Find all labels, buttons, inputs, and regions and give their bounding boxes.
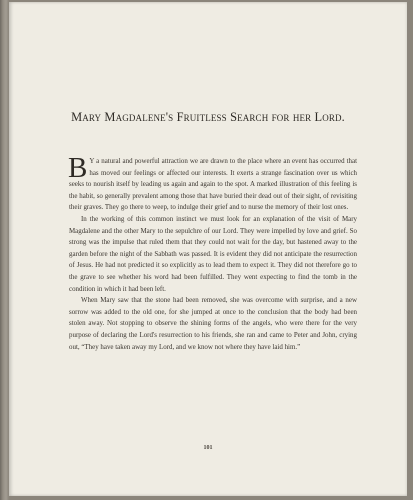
paragraph-1 bbox=[68, 152, 357, 214]
drop-cap: B bbox=[68, 152, 88, 184]
paragraph-1-text: Y a natural and powerful attraction we are drawn to the place where an event has occurred that has moved our feelings or affected our interests. It exerts a strange fascination over us which seeks to nourish itself by leading us again and again to the spot. A marked illustration of this feeling is the habit, so generally prevalent among those that have buried their dead out of their sight, of revisiting their graves. They go there to weep, to indulge their grief and to nurse the memory of their lost ones. bbox=[69, 157, 357, 212]
paragraph-3: When Mary saw that the stone had been removed, she was overcome with surprise, and a new sorrow was added to the old one, for she jumped at once to the conclusion that the body had been stolen away. Not stopping to observe the shining forms of the angels, who were there for the very purpose of declaring the Lord's resurrection to his friends, she ran and came to Peter and John, crying out, “They have taken away my Lord, and we know not where they have laid him.” bbox=[69, 296, 357, 351]
paragraph-2: In the working of this common instinct we must look for an explanation of the visit of Mary Magdalene and the other Mary to the sepulchre of our Lord. They were impelled by love and grief. So strong was the impulse that ruled them that they could not wait for the day, but hastened away to the garden before the night of the Sabbath was passed. It is evident they did not anticipate the resurrection of Jesus. He had not predicted it so explicitly as to lead them to expect it. They did not therefore go to the grave to see whether his word had been fulfilled. They went expecting to find the tomb in the condition in which it had been left. bbox=[69, 214, 357, 293]
chapter-title: Mary Magdalene's Fruitless Search for her Lord. bbox=[71, 110, 345, 124]
page-number: 101 bbox=[203, 445, 213, 451]
body-text bbox=[68, 152, 357, 353]
book-page bbox=[9, 2, 407, 496]
